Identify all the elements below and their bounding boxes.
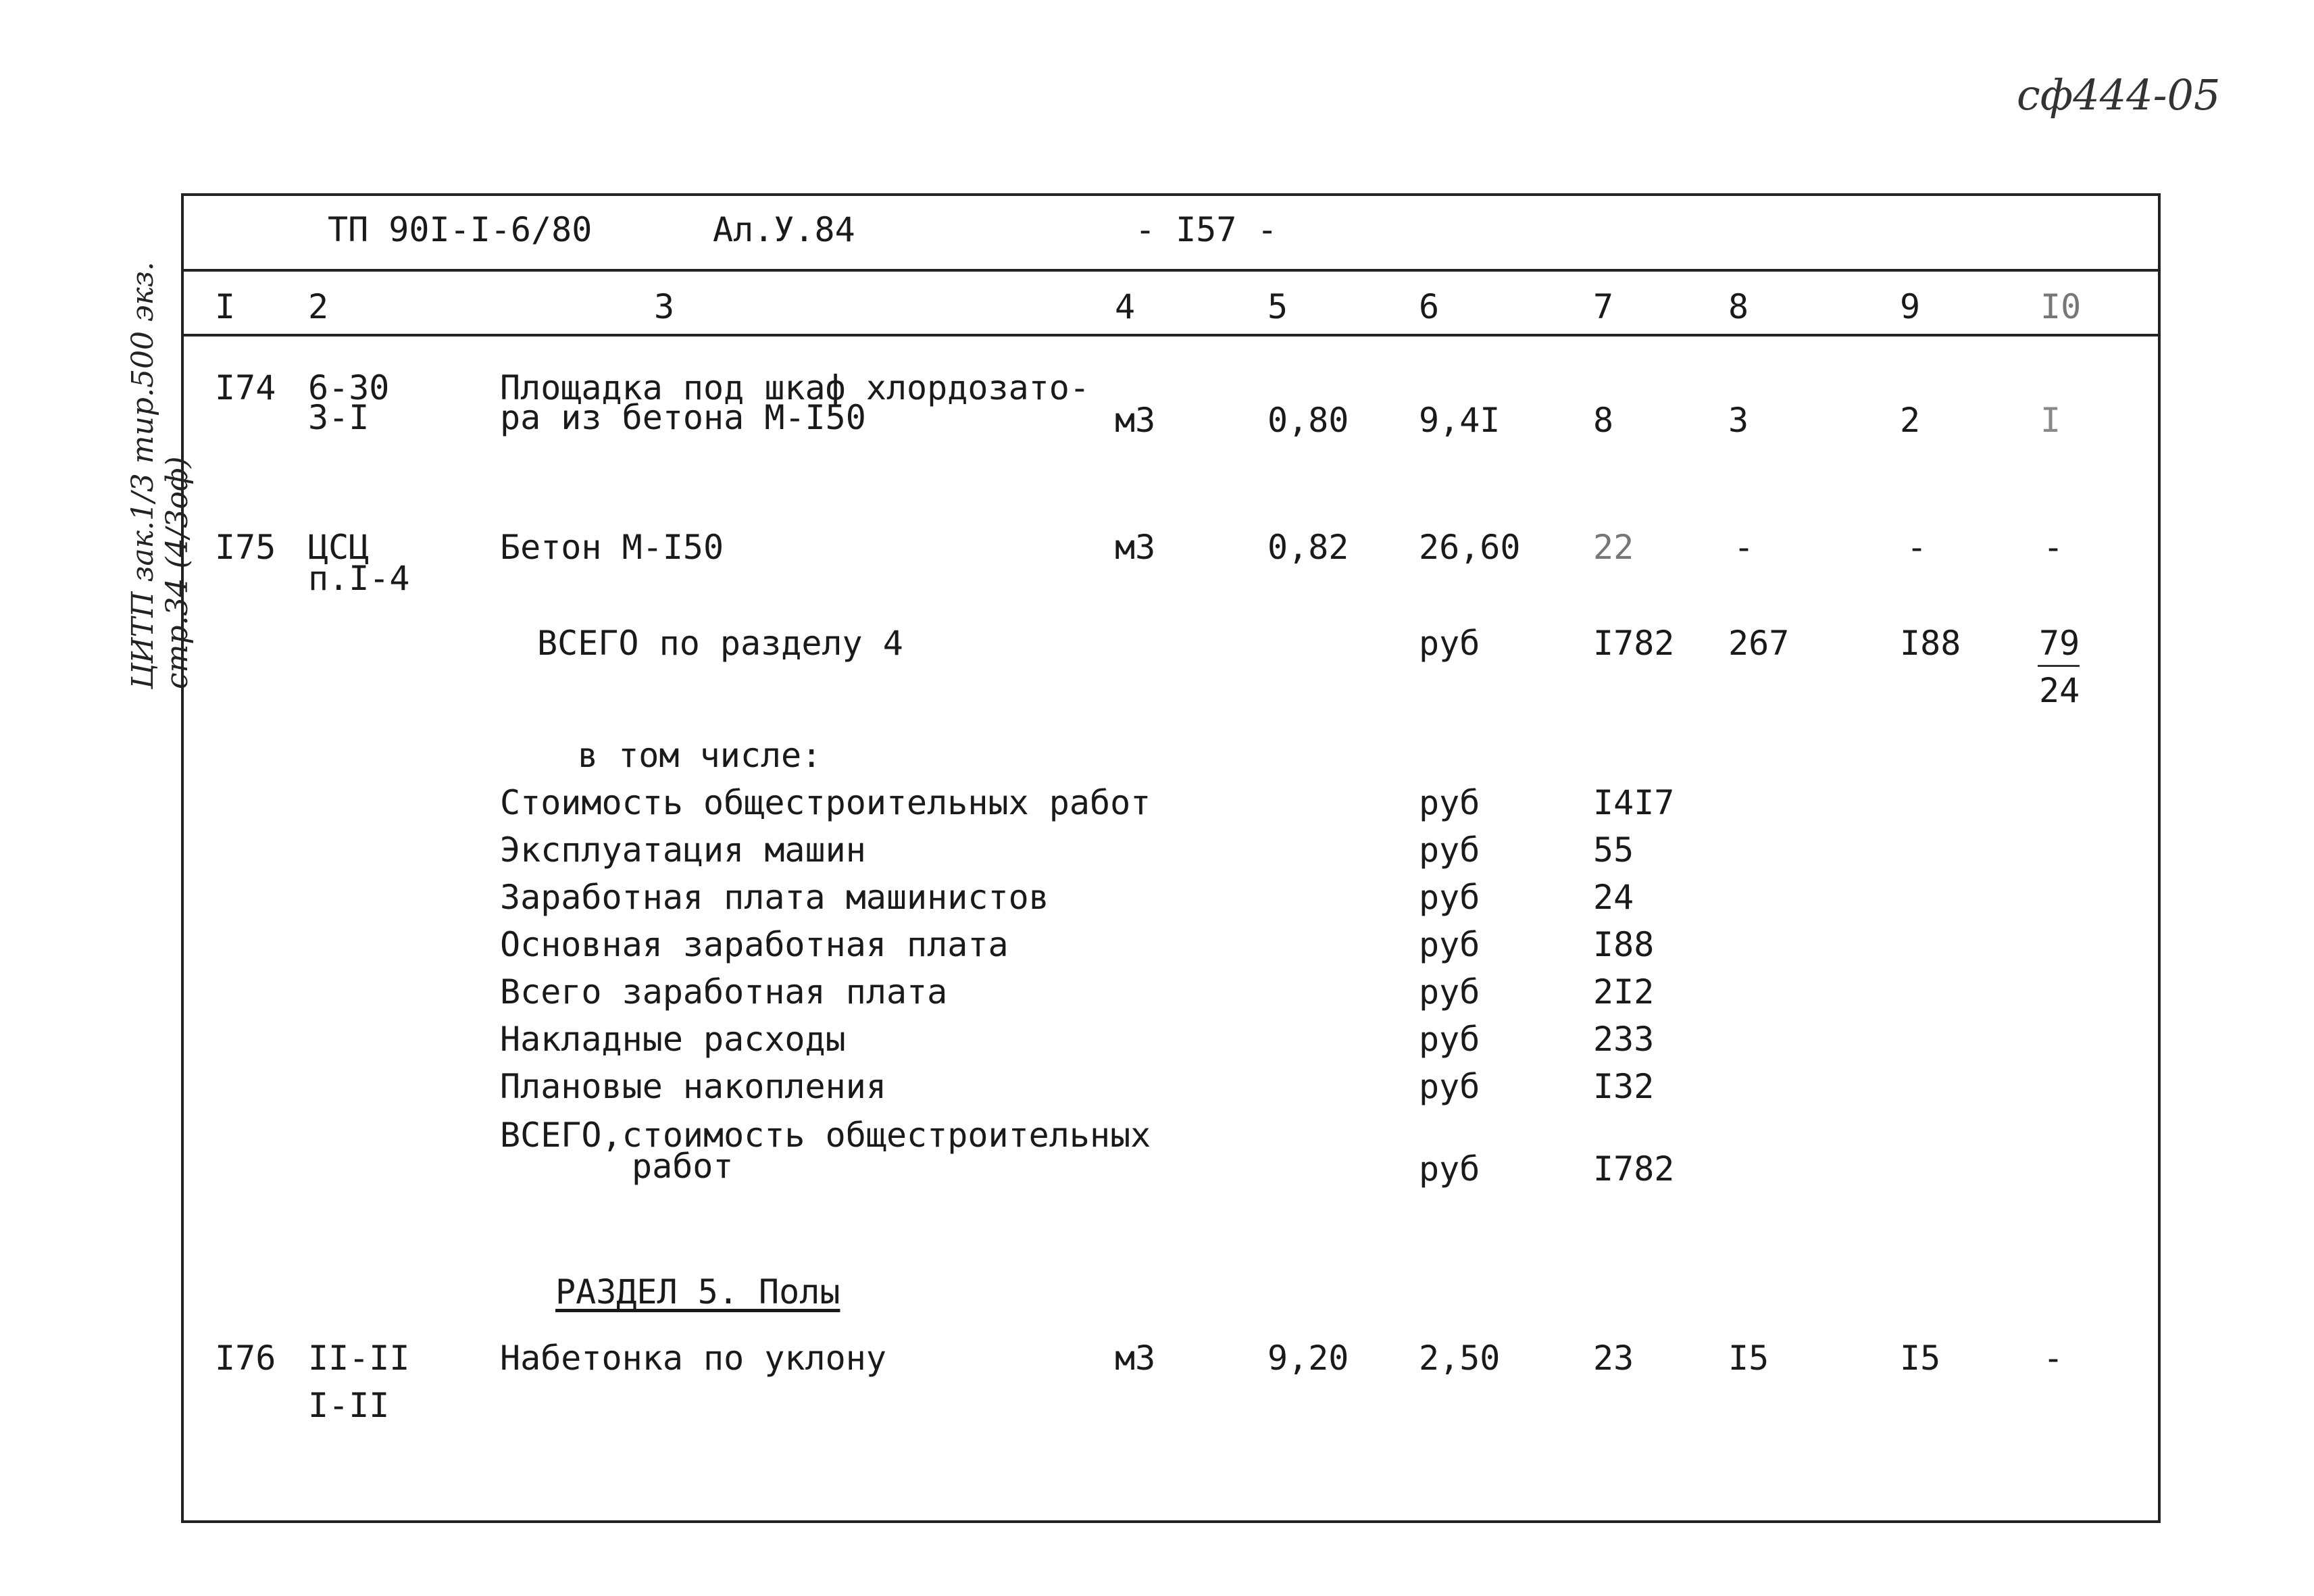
- print-stamp: ЦИТП зак.1/3 тир.500 экз. стр.34 (4/3оф): [126, 261, 195, 689]
- quantity: 9,20: [1267, 1339, 1349, 1378]
- page-number: - I57 -: [1135, 210, 1278, 249]
- unit-price: 2,50: [1419, 1339, 1501, 1378]
- unit-price: 26,60: [1419, 528, 1521, 567]
- header-divider: [181, 269, 2161, 272]
- rate-code: 6-30: [308, 368, 390, 407]
- row-number: I76: [215, 1339, 276, 1378]
- rate-code: п.I-4: [308, 559, 410, 598]
- rate-code: II-II: [308, 1339, 410, 1378]
- album-number: Ал.У.84: [713, 210, 855, 249]
- col-number: 7: [1593, 287, 1614, 326]
- unit: руб: [1419, 925, 1480, 964]
- col-number: I: [215, 287, 236, 326]
- cell-col8: 3: [1728, 401, 1749, 440]
- col-number: 2: [308, 287, 329, 326]
- rate-code: I-II: [308, 1386, 390, 1425]
- project-number: ТП 90I-I-6/80: [328, 210, 593, 249]
- page-frame: [181, 193, 2161, 1523]
- breakdown-label: Эксплуатация машин: [500, 830, 866, 870]
- breakdown-value: 55: [1593, 830, 1634, 870]
- col-number: 5: [1267, 287, 1288, 326]
- breakdown-label: Заработная плата машинистов: [500, 878, 1049, 917]
- unit: м3: [1115, 401, 1156, 440]
- breakdown-value: 233: [1593, 1020, 1655, 1059]
- section-total-label: ВСЕГО по разделу 4: [537, 624, 903, 663]
- breakdown-label: Плановые накопления: [500, 1067, 886, 1106]
- unit: руб: [1419, 830, 1480, 870]
- unit: руб: [1419, 624, 1480, 663]
- breakdown-value: I88: [1593, 925, 1655, 964]
- cell-col8: 267: [1728, 624, 1790, 663]
- unit: руб: [1419, 972, 1480, 1012]
- col-number: 4: [1115, 287, 1136, 326]
- col-number: 9: [1900, 287, 1921, 326]
- document-code: сф444-05: [2017, 70, 2221, 120]
- cell-col8: I5: [1728, 1339, 1769, 1378]
- cell-col7: 22: [1593, 528, 1634, 567]
- cell-col10: -: [2043, 528, 2064, 567]
- grand-total-value: I782: [1593, 1149, 1675, 1189]
- description: Бетон М-I50: [500, 528, 724, 567]
- unit-price: 9,4I: [1419, 401, 1501, 440]
- unit: м3: [1115, 1339, 1156, 1378]
- grand-total-label: ВСЕГО,стоимость общестроительных: [500, 1116, 1151, 1155]
- breakdown-label: Всего заработная плата: [500, 972, 948, 1012]
- breakdown-label: Основная заработная плата: [500, 925, 1009, 964]
- column-numbers-divider: [181, 334, 2161, 336]
- unit: м3: [1115, 528, 1156, 567]
- fraction-denominator: 24: [2039, 671, 2080, 710]
- cell-col8: -: [1734, 528, 1755, 567]
- cell-col9: I88: [1900, 624, 1961, 663]
- cell-col7: 23: [1593, 1339, 1634, 1378]
- row-number: I74: [215, 368, 276, 407]
- quantity: 0,80: [1267, 401, 1349, 440]
- fraction-bar: [2038, 665, 2080, 667]
- cell-col10: -: [2043, 1339, 2064, 1378]
- cell-col10: I: [2040, 401, 2061, 440]
- including-label: в том числе:: [578, 736, 822, 775]
- unit: руб: [1419, 783, 1480, 822]
- col-number: 8: [1728, 287, 1749, 326]
- cell-col7: 8: [1593, 401, 1614, 440]
- row-number: I75: [215, 528, 276, 567]
- breakdown-label: Накладные расходы: [500, 1020, 846, 1059]
- col-number: I0: [2040, 287, 2082, 326]
- quantity: 0,82: [1267, 528, 1349, 567]
- breakdown-value: I32: [1593, 1067, 1655, 1106]
- cell-col9: -: [1907, 528, 1928, 567]
- breakdown-value: I4I7: [1593, 783, 1675, 822]
- col-number: 6: [1419, 287, 1440, 326]
- breakdown-label: Стоимость общестроительных работ: [500, 783, 1151, 822]
- breakdown-value: 2I2: [1593, 972, 1655, 1012]
- col-number: 3: [654, 287, 675, 326]
- unit: руб: [1419, 1149, 1480, 1189]
- grand-total-label: работ: [632, 1147, 734, 1186]
- cell-col7: I782: [1593, 624, 1675, 663]
- description: Площадка под шкаф хлордозато-: [500, 368, 1090, 407]
- cell-col9: I5: [1900, 1339, 1941, 1378]
- unit: руб: [1419, 878, 1480, 917]
- breakdown-value: 24: [1593, 878, 1634, 917]
- cell-col9: 2: [1900, 401, 1921, 440]
- rate-code: 3-I: [308, 398, 370, 437]
- unit: руб: [1419, 1067, 1480, 1106]
- description: Набетонка по уклону: [500, 1339, 886, 1378]
- section-title: РАЗДЕЛ 5. Полы: [555, 1272, 840, 1312]
- description: ра из бетона М-I50: [500, 398, 866, 437]
- fraction-numerator: 79: [2039, 624, 2080, 663]
- rate-code: ЦСЦ: [308, 528, 370, 567]
- unit: руб: [1419, 1020, 1480, 1059]
